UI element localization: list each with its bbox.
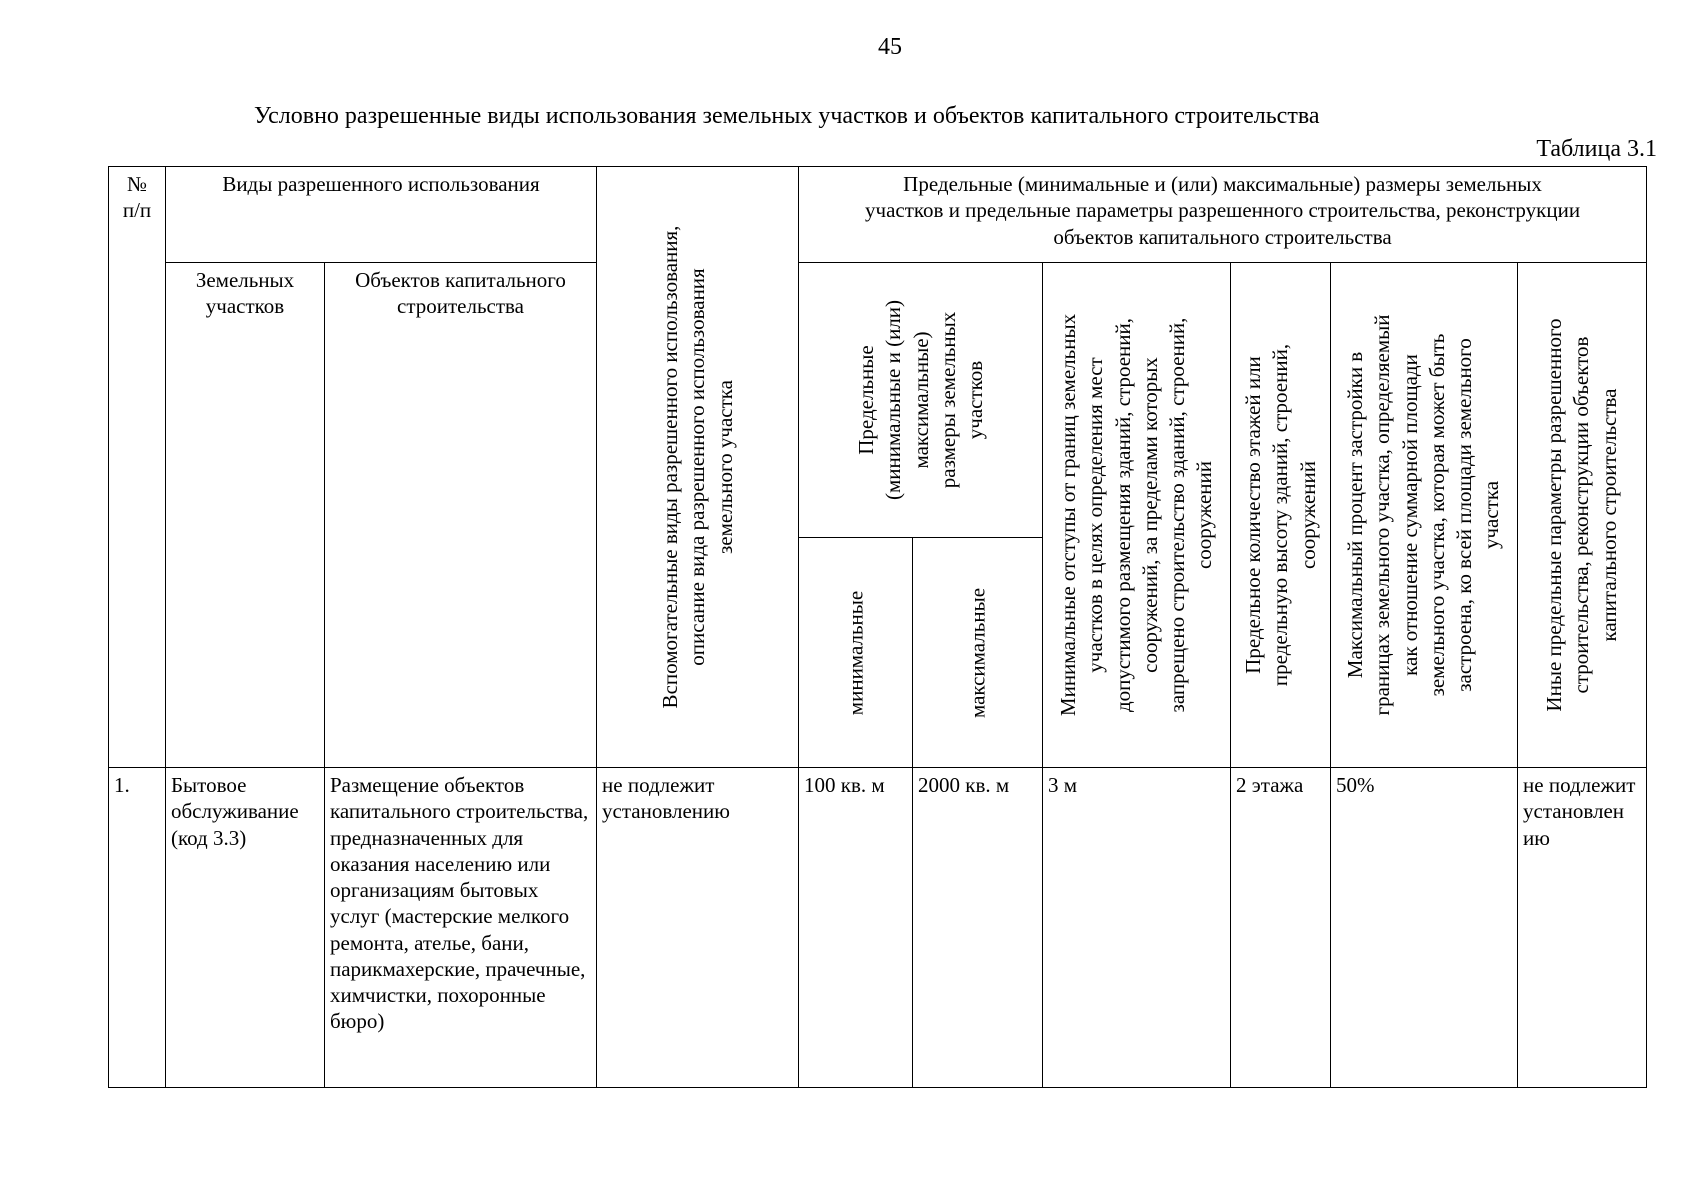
- row-coverage: 50%: [1331, 768, 1518, 1088]
- header-number: № п/п: [109, 167, 166, 768]
- header-use-types: Виды разрешенного использования: [166, 167, 597, 263]
- header-capital-objects: Объектов капитального строительства: [325, 263, 597, 768]
- row-number: 1.: [109, 768, 166, 1088]
- header-land-plots: Земельных участков: [166, 263, 325, 768]
- header-coverage: [1331, 263, 1518, 768]
- header-min: [799, 538, 913, 768]
- header-limits: Предельные (минимальные и (или) максимальные) размеры земельных участков и предельные параметры разрешенного строительства, реконструкции объектов капитального строительства: [799, 167, 1647, 263]
- header-setbacks-text: Минимальные отступы от границ земельных участков в целях определения мест допустимого размещения зданий, строений, сооружений, за пределами которых запрещено строительство зданий, строений, сооружений: [1055, 313, 1217, 717]
- header-row-2: [109, 263, 1647, 538]
- header-floors-text: Предельное количество этажей или предельную высоту зданий, строений, сооружений: [1240, 343, 1320, 687]
- header-setbacks: [1043, 263, 1231, 768]
- row-object-use: Размещение объектов капитального строительства, предназначенных для оказания населению или организациям бытовых услуг (мастерские мелкого ремонта, ателье, бани, парикмахерские, прачечные, химчистки, похоронные бюро): [325, 768, 597, 1088]
- header-other-params-text: Иные предельные параметры разрешенного строительства, реконструкции объектов капитального строительства: [1542, 318, 1621, 712]
- row-setbacks: 3 м: [1043, 768, 1231, 1088]
- document-title: Условно разрешенные виды использования земельных участков и объектов капитального строительства: [254, 103, 1320, 129]
- row-auxiliary: не подлежит установлению: [597, 768, 799, 1088]
- header-plot-sizes-text: Предельные (минимальные и (или) максимальные) размеры земельных участков: [853, 299, 987, 501]
- header-row-1: [109, 167, 1647, 263]
- page-number: 45: [878, 34, 902, 60]
- header-coverage-text: Максимальный процент застройки в границах земельного участка, определяемый как отношение суммарной площади земельного участка, которая может быть застроена, ко всей площади земельного участка: [1343, 314, 1504, 716]
- permitted-use-table: [108, 166, 1647, 1088]
- row-floors: 2 этажа: [1231, 768, 1331, 1088]
- header-floors: [1231, 263, 1331, 768]
- row-max-size: 2000 кв. м: [913, 768, 1043, 1088]
- header-auxiliary-uses-text: Вспомогательные виды разрешенного использования, описание вида разрешенного использования земельного участка: [657, 225, 737, 709]
- header-max-text: максимальные: [964, 587, 989, 718]
- row-min-size: 100 кв. м: [799, 768, 913, 1088]
- header-auxiliary-uses: [597, 167, 799, 768]
- row-other: не подлежит установлен ию: [1518, 768, 1647, 1088]
- row-land-use: Бытовое обслуживание (код 3.3): [166, 768, 325, 1088]
- header-other-params: [1518, 263, 1647, 768]
- header-plot-sizes: [799, 263, 1043, 538]
- table-label: Таблица 3.1: [1536, 136, 1657, 162]
- table-row: [109, 768, 1647, 1088]
- header-min-text: минимальные: [842, 590, 867, 715]
- header-max: [913, 538, 1043, 768]
